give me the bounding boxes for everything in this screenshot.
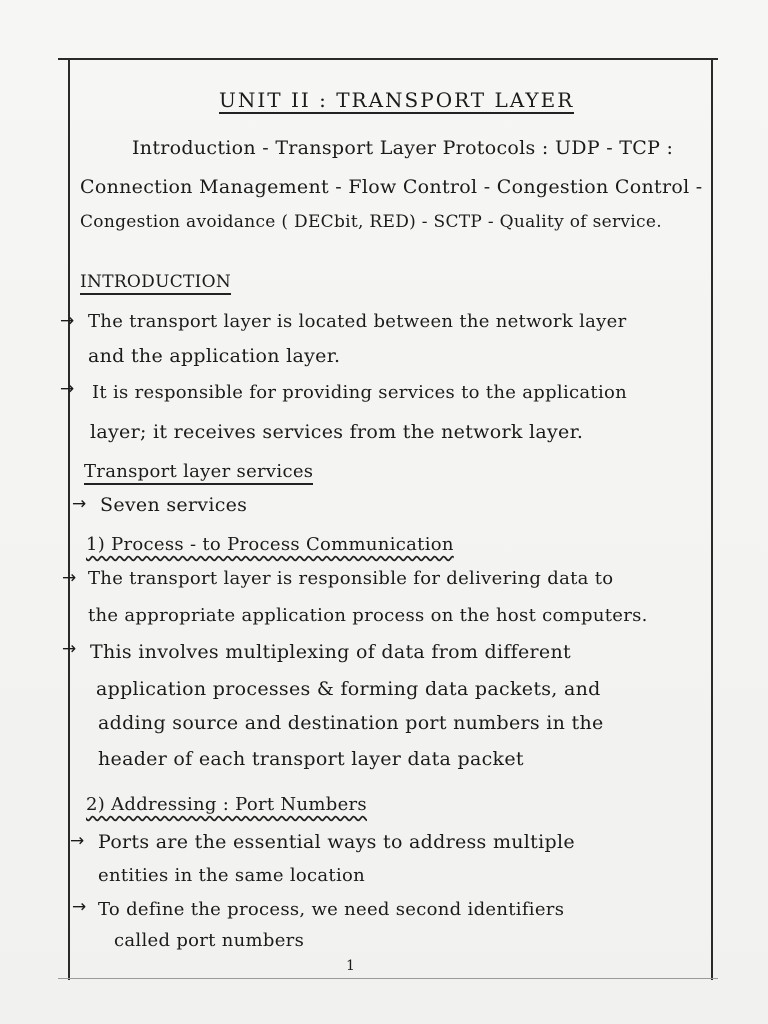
services-count: Seven services	[100, 494, 248, 516]
s2-paragraph-1-line-1: Ports are the essential ways to address multiple	[98, 831, 575, 853]
process-communication-heading: 1) Process - to Process Communication	[86, 534, 454, 555]
page-right-margin-rule	[711, 58, 713, 980]
bullet-arrow-icon: →	[62, 639, 77, 659]
page-top-rule	[58, 58, 718, 60]
intro-paragraph-2-line-1: It is responsible for providing services to the application	[92, 382, 628, 403]
page-number: 1	[346, 958, 355, 974]
page-bottom-rule	[58, 978, 718, 979]
bullet-arrow-icon: →	[70, 831, 85, 851]
s1-paragraph-1-line-2: the appropriate application process on the host computers.	[88, 605, 648, 626]
s1-paragraph-2-line-4: header of each transport layer data packet	[98, 748, 524, 770]
s1-paragraph-2-line-3: adding source and destination port numbers in the	[98, 712, 604, 734]
unit-heading: UNIT II : TRANSPORT LAYER	[219, 88, 575, 112]
syllabus-line-2: Connection Management - Flow Control - Congestion Control -	[80, 176, 703, 198]
syllabus-line-1: Introduction - Transport Layer Protocols : UDP - TCP :	[132, 137, 674, 159]
bullet-arrow-icon: →	[62, 568, 77, 588]
intro-paragraph-2-line-2: layer; it receives services from the network layer.	[90, 421, 584, 443]
bullet-arrow-icon: →	[72, 897, 87, 917]
transport-services-heading: Transport layer services	[84, 463, 313, 485]
s1-paragraph-2-line-2: application processes & forming data packets, and	[96, 678, 601, 700]
bullet-arrow-icon: →	[60, 379, 75, 399]
s1-paragraph-1-line-1: The transport layer is responsible for delivering data to	[88, 568, 614, 589]
syllabus-line-3: Congestion avoidance ( DECbit, RED) - SCTP - Quality of service.	[80, 212, 662, 232]
s2-paragraph-2-line-1: To define the process, we need second identifiers	[98, 899, 565, 920]
s2-paragraph-1-line-2: entities in the same location	[98, 865, 366, 886]
addressing-heading: 2) Addressing : Port Numbers	[86, 794, 367, 815]
intro-paragraph-1-line-1: The transport layer is located between the network layer	[88, 311, 627, 332]
bullet-arrow-icon: →	[60, 311, 75, 331]
bullet-arrow-icon: →	[72, 494, 87, 514]
introduction-heading: INTRODUCTION	[80, 274, 231, 295]
s1-paragraph-2-line-1: This involves multiplexing of data from different	[90, 641, 571, 663]
s2-paragraph-2-line-2: called port numbers	[114, 930, 305, 951]
intro-paragraph-1-line-2: and the application layer.	[88, 345, 341, 367]
